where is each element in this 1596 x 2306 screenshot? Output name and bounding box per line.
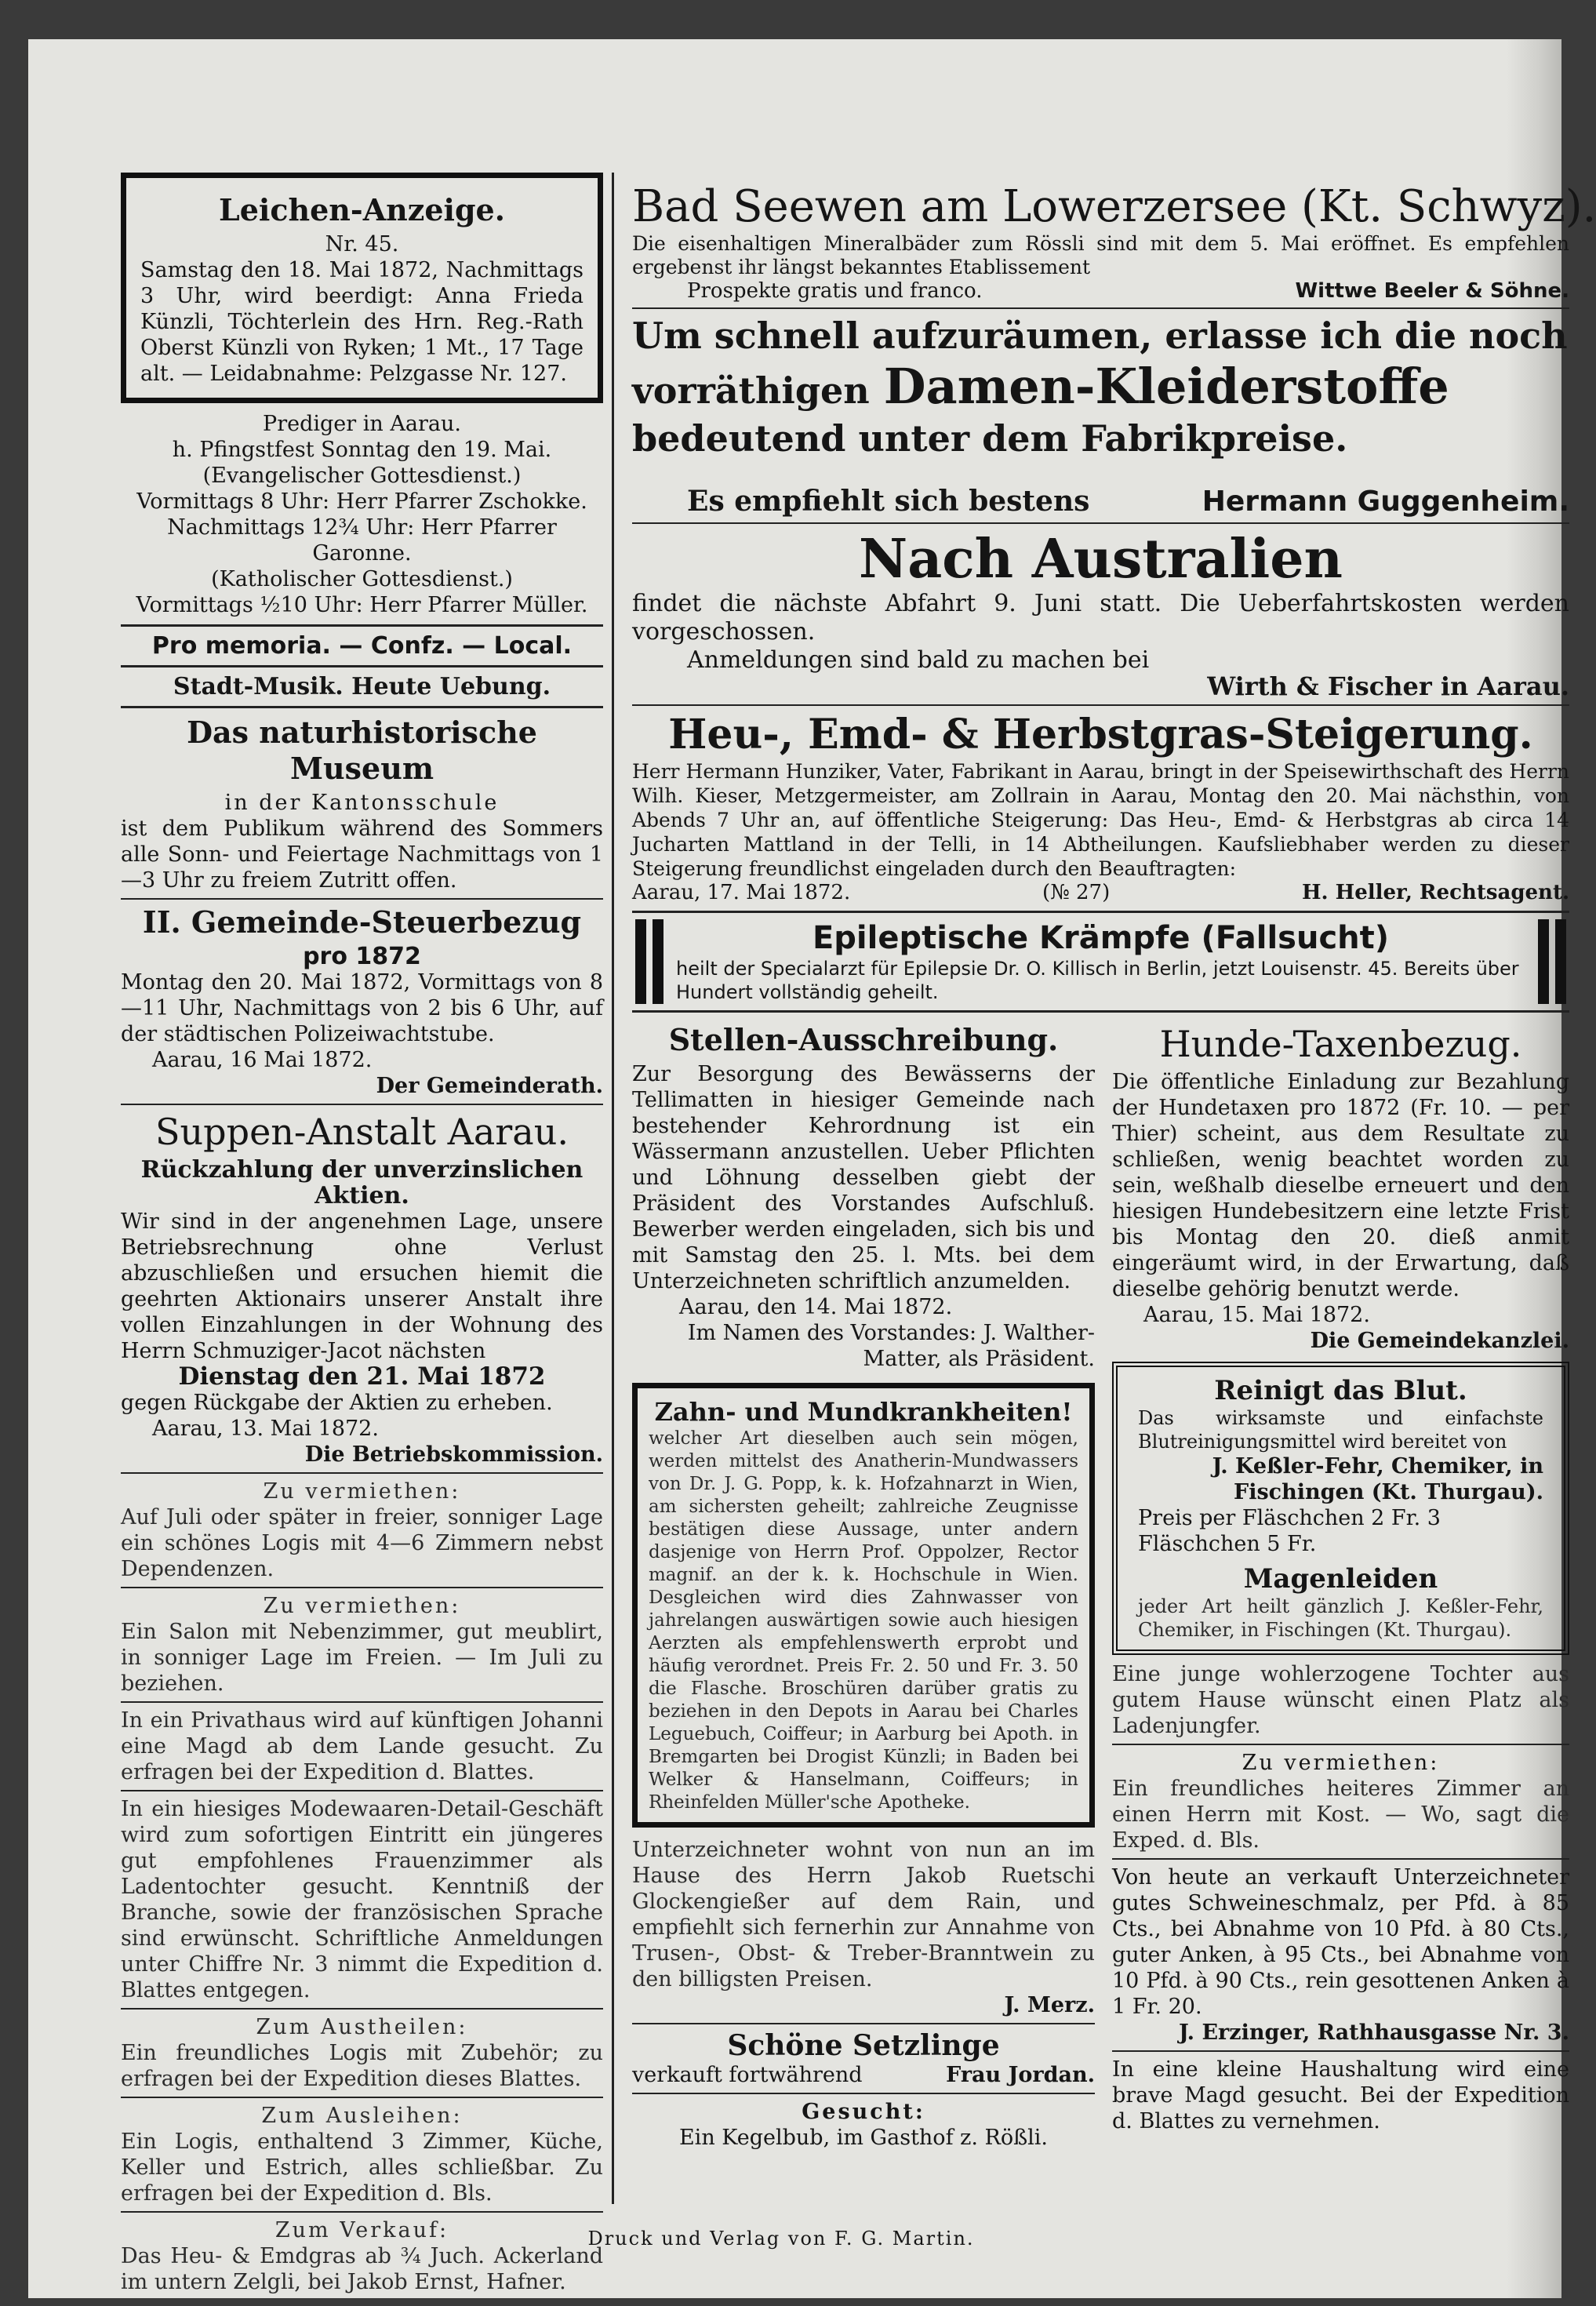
dog-tax-signature: Die Gemeindekanzlei. xyxy=(1310,1329,1569,1353)
sermon-line-5: (Katholischer Gottesdienst.) xyxy=(211,567,513,591)
stomach-body: jeder Art heilt gänzlich J. Keßler-Fehr, Chemiker, in Fischingen (Kt. Thurgau). xyxy=(1138,1595,1543,1641)
tax-signature: Der Gemeinderath. xyxy=(376,1074,603,1098)
stomach-title: Magenleiden xyxy=(1243,1563,1438,1595)
divider xyxy=(1112,2050,1569,2052)
museum-notice xyxy=(121,715,603,893)
divider xyxy=(632,2093,1095,2094)
ad-bar xyxy=(653,919,663,1004)
dog-tax-body: Die öffentliche Einladung zur Bezahlung der Hundetaxen pro 1872 (Fr. 10. — per Thier) scheint, aus dem Resultate zu schließen, wenig beachtet worden zu sein, weßhalb dieselbe erneuert und den hiesigen Hundebesitzern eine letzte Frist bis Montag den 20. dieß anmit eingeräumt wird, in der Erwartung, daß dieselbe gehörig benutzt werde. xyxy=(1112,1070,1569,1301)
job-place-date: Aarau, den 14. Mai 1872. xyxy=(679,1295,953,1319)
divider xyxy=(121,898,603,900)
left-column xyxy=(121,132,603,2294)
lard-signature: J. Erzinger, Rathhausgasse Nr. 3. xyxy=(1179,2020,1569,2045)
rent-2-title: Zu vermiethen: xyxy=(263,1594,461,1618)
dress-fabric-ad xyxy=(632,314,1569,518)
divider xyxy=(121,1790,603,1791)
epilepsy-title: Epileptische Krämpfe (Fallsucht) xyxy=(812,920,1390,956)
divider xyxy=(121,1472,603,1474)
wanted-body: Ein Kegelbub, im Gasthof z. Rößli. xyxy=(678,2126,1049,2150)
divider xyxy=(121,2008,603,2010)
column-divider xyxy=(612,173,614,2204)
dress-fabric-line-3: bedeutend unter dem Fabrikpreise. xyxy=(632,417,1348,460)
tax-year: pro 1872 xyxy=(303,943,421,970)
sermon-line-2: (Evangelischer Gottesdienst.) xyxy=(202,464,522,488)
australia-signature: Wirth & Fischer in Aarau. xyxy=(1207,671,1569,701)
pro-memoria: Pro memoria. — Confz. — Local. xyxy=(151,632,573,660)
seedlings-signature: Frau Jordan. xyxy=(946,2063,1095,2087)
lard-ad: Von heute an verkauft Unterzeichneter gutes Schweineschmalz, per Pfd. à 85 Cts., bei Abnahme von 10 Pfd. à 80 Cts., guter Anken, à 95 Cts., bei Abnahme von 10 Pfd. à 90 Cts., rein gesottenen Anken à 1 Fr. 20. xyxy=(1112,1865,1569,2019)
divider xyxy=(121,1587,603,1588)
blood-title: Reinigt das Blut. xyxy=(1214,1375,1467,1406)
bad-seewen-title: Bad Seewen am Lowerzersee (Kt. Schwyz). xyxy=(632,181,1596,232)
divider xyxy=(121,665,603,667)
soup-place-date: Aarau, 13. Mai 1872. xyxy=(152,1417,379,1441)
epilepsy-ad xyxy=(632,919,1569,1004)
sermon-line-3: Vormittags 8 Uhr: Herr Pfarrer Zschokke. xyxy=(136,489,587,514)
rent-3-title: Zum Austheilen: xyxy=(256,2015,468,2039)
dog-tax-place-date: Aarau, 15. Mai 1872. xyxy=(1143,1303,1370,1327)
wanted-title: Gesucht: xyxy=(802,2100,925,2124)
soup-title: Suppen-Anstalt Aarau. xyxy=(155,1111,569,1153)
apprentice-ad: Eine junge wohlerzogene Tochter aus gutem Hause wünscht einen Platz als Ladenjungfer. xyxy=(1112,1662,1569,1738)
ad-bar xyxy=(635,919,646,1004)
bad-seewen-signature: Wittwe Beeler & Söhne. xyxy=(1295,279,1569,303)
dental-body: welcher Art dieselben auch sein mögen, werden mittelst des Anatherin-Mundwassers von Dr. J. G. Popp, k. k. Hofzahnarzt in Wien, am sichersten geheilt; zahlreiche Zeugnisse bestätigen diese Aussage, unter andern dasjenige von Herrn Prof. Oppolzer, Rector magnif. an der k. k. Hochschule in Wien. Desgleichen wird dies Zahnwasser von jahrelangen auswärtigen sowie auch hiesigen Aerzten als empfehlenswerth erprobt und häufig verordnet. Preis Fr. 2. 50 und Fr. 3. 50 die Flasche. Broschüren darüber gratis zu beziehen in den Depots in Aarau bei Charles Leguebuch, Coiffeur; in Aarburg bei Apoth. in Bremgarten bei Drogist Künzli; in Baden bei Welker & Hanselmann, Coiffeurs; in Rheinfelden Müller'sche Apotheke. xyxy=(649,1428,1078,1813)
epilepsy-body: heilt der Specialarzt für Epilepsie Dr. O. Killisch in Berlin, jetzt Louisenstr. 45. Bereits über Hundert vollständig geheilt. xyxy=(676,958,1519,1003)
imprint: Druck und Verlag von F. G. Martin. xyxy=(587,2228,975,2250)
auction-signature: H. Heller, Rechtsagent. xyxy=(1301,881,1569,904)
dress-fabric-signature: Hermann Guggenheim. xyxy=(1202,486,1569,518)
sermon-line-4: Nachmittags 12¾ Uhr: Herr Pfarrer Garonne. xyxy=(167,515,557,566)
ad-bar xyxy=(1555,919,1566,1004)
maid-wanted: In eine kleine Haushaltung wird eine brave Magd gesucht. Bei der Expedition d. Blattes zu vernehmen. xyxy=(1112,2057,1569,2133)
job-signature: Im Namen des Vorstandes: J. Walther-Matter, als Präsident. xyxy=(687,1321,1095,1371)
bad-seewen-body: Die eisenhaltigen Mineralbäder zum Rössli sind mit dem 5. Mai eröffnet. Es empfehlen ergebenst ihr längst bekanntes Etablissement xyxy=(632,232,1569,278)
death-notice-body: Samstag den 18. Mai 1872, Nachmittags 3 Uhr, wird beerdigt: Anna Frieda Künzli, Töchterlein des Hrn. Reg.-Rath Oberst Künzli von Ryken; 1 Mt., 17 Tage alt. — Leidabnahme: Pelzgasse Nr. 127. xyxy=(140,258,584,386)
dress-fabric-line-1: Um schnell aufzuräumen, erlasse ich die noch xyxy=(632,315,1568,357)
sub-column-right xyxy=(1112,1019,1569,2151)
auction-body: Herr Hermann Hunziker, Vater, Fabrikant in Aarau, bringt in der Speisewirthschaft des Herrn Wilh. Kieser, Metzgermeister, am Zollrain in Aarau, Montag den 20. Mai nächsthin, von Abends 7 Uhr an, auf öffentliche Steigerung: Das Heu-, Emd- & Herbstgras ab circa 14 Jucharten Mattland in der Telli, in 14 Abtheilungen. Kaufsliebhaber werden zu dieser Steigerung freundlichst eingeladen durch den Beauftragten: xyxy=(632,760,1569,880)
divider xyxy=(632,704,1569,706)
blood-body: Das wirksamste und einfachste Blutreinigungsmittel wird bereitet von xyxy=(1138,1407,1543,1453)
ad-bar xyxy=(1538,919,1549,1004)
sermon-line-6: Vormittags ½10 Uhr: Herr Pfarrer Müller. xyxy=(136,593,588,617)
divider xyxy=(121,1104,603,1105)
divider xyxy=(632,2023,1095,2024)
bad-seewen-prospects: Prospekte gratis und franco. xyxy=(687,279,983,303)
merz-signature: J. Merz. xyxy=(1004,1993,1095,2017)
australia-ad xyxy=(632,529,1569,700)
lend-title: Zum Ausleihen: xyxy=(261,2104,463,2128)
divider xyxy=(632,911,1569,913)
soup-date: Dienstag den 21. Mai 1872 xyxy=(178,1362,546,1391)
divider xyxy=(121,2097,603,2098)
rent-room-title: Zu vermiethen: xyxy=(1242,1751,1440,1775)
maid-ad: In ein Privathaus wird auf künftigen Johanni eine Magd ab dem Lande gesucht. Zu erfragen bei der Expedition d. Blattes. xyxy=(121,1708,603,1784)
dog-tax-title: Hunde-Taxenbezug. xyxy=(1159,1023,1522,1065)
sermon-title: Prediger in Aarau. xyxy=(263,412,461,436)
australia-title: Nach Australien xyxy=(859,528,1343,591)
divider xyxy=(121,706,603,708)
shop-girl-ad: In ein hiesiges Modewaaren-Detail-Geschäft wird zum sofortigen Eintritt ein jüngeres gut empfohlenes Frauenzimmer als Ladentochter gesucht. Kenntniß der Branche, sowie der französischen Sprache sind erwünscht. Schriftliche Anmeldungen unter Chiffre Nr. 3 nimmt die Expedition d. Blattes entgegen. xyxy=(121,1797,603,2002)
death-notice-title: Leichen-Anzeige. xyxy=(219,192,505,227)
dress-fabric-recommend: Es empfiehlt sich bestens xyxy=(687,485,1090,518)
divider xyxy=(632,1010,1569,1013)
soup-body: Wir sind in der angenehmen Lage, unsere Betriebsrechnung ohne Verlust abzuschließen und ersuchen hiemit die geehrten Aktionairs unserer Anstalt ihre vollen Einzahlungen in der Wohnung des Herrn Schmuziger-Jacot nächsten xyxy=(121,1209,603,1363)
dress-fabric-line-2: vorräthigen xyxy=(632,369,870,412)
auction-place-date: Aarau, 17. Mai 1872. xyxy=(632,881,851,904)
sermon-line-1: h. Pfingstfest Sonntag den 19. Mai. xyxy=(172,438,552,462)
tax-place-date: Aarau, 16 Mai 1872. xyxy=(152,1048,373,1072)
divider xyxy=(1112,1858,1569,1860)
divider xyxy=(1112,1744,1569,1745)
divider xyxy=(121,2211,603,2213)
rent-room-body: Ein freundliches heiteres Zimmer an einen Herrn mit Kost. — Wo, sagt die Exped. d. Bls. xyxy=(1112,1777,1569,1853)
divider xyxy=(632,307,1569,309)
sub-column-left xyxy=(632,1019,1095,2151)
job-title: Stellen-Ausschreibung. xyxy=(668,1022,1059,1057)
museum-body: ist dem Publikum während des Sommers alle Sonn- und Feiertage Nachmittags von 1—3 Uhr zu freiem Zutritt offen. xyxy=(121,817,603,893)
auction-title: Heu-, Emd- & Herbstgras-Steigerung. xyxy=(668,711,1533,758)
sermon-notice xyxy=(121,411,603,618)
classifieds-left xyxy=(121,1479,603,2295)
tax-notice xyxy=(121,904,603,1099)
blood-price: Preis per Fläschchen 2 Fr. 3 Fläschchen 5 Fr. xyxy=(1138,1506,1441,1556)
job-body: Zur Besorgung des Bewässerns der Tellimatten in hiesiger Gemeinde nach bestehender Kehrordnung ist ein Wässermann anzustellen. Ueber Pflichten und Löhnung desselben giebt der Präsident des Vorstandes Aufschluß. Bewerber werden eingeladen, sich bis und mit Samstag den 25. l. Mts. bei dem Unterzeichneten schriftlich anzumelden. xyxy=(632,1062,1095,1293)
australia-body: findet die nächste Abfahrt 9. Juni statt. Die Ueberfahrtskosten werden vorgeschossen. xyxy=(632,590,1569,646)
divider xyxy=(121,1701,603,1703)
death-notice xyxy=(121,173,603,403)
death-notice-number: Nr. 45. xyxy=(325,232,399,256)
blood-remedy-ad xyxy=(1112,1362,1569,1655)
sale-body: Das Heu- & Emdgras ab ¾ Juch. Ackerland im untern Zelgli, bei Jakob Ernst, Hafner. xyxy=(121,2244,603,2294)
museum-title: Das naturhistorische Museum xyxy=(187,715,537,786)
dental-title: Zahn- und Mundkrankheiten! xyxy=(654,1397,1073,1427)
dental-ad xyxy=(632,1383,1095,1828)
seedlings-body: verkauft fortwährend xyxy=(632,2063,863,2087)
divider xyxy=(121,624,603,627)
bad-seewen-ad xyxy=(632,181,1596,303)
blood-maker: J. Keßler-Fehr, Chemiker, in Fischingen (Kt. Thurgau). xyxy=(1212,1454,1543,1504)
tax-title: II. Gemeinde-Steuerbezug xyxy=(142,904,582,940)
sale-title: Zum Verkauf: xyxy=(274,2218,449,2242)
soup-subtitle: Rückzahlung der unverzinslichen Aktien. xyxy=(140,1156,584,1209)
tax-body: Montag den 20. Mai 1872, Vormittags von 8—11 Uhr, Nachmittags von 2 bis 6 Uhr, auf der städtischen Polizeiwachtstube. xyxy=(121,970,603,1046)
merz-ad: Unterzeichneter wohnt von nun an im Hause des Herrn Jakob Ruetschi Glockengießer auf dem Rain, und empfiehlt sich fernerhin zur Annahme von Trusen-, Obst- & Treber-Branntwein zu den billigsten Preisen. xyxy=(632,1838,1095,1991)
newspaper-page xyxy=(28,39,1596,2298)
divider xyxy=(632,522,1569,524)
soup-signature: Die Betriebskommission. xyxy=(304,1442,603,1467)
auction-ad xyxy=(632,711,1569,904)
museum-subtitle: in der Kantonsschule xyxy=(224,791,500,815)
stadt-musik: Stadt-Musik. Heute Uebung. xyxy=(173,673,551,700)
lend-body: Ein Logis, enthaltend 3 Zimmer, Küche, Keller und Estrich, alles schließbar. Zu erfragen bei der Expedition d. Bls. xyxy=(121,2130,603,2206)
auction-number: (№ 27) xyxy=(1042,881,1111,904)
dress-fabric-product: Damen-Kleiderstoffe xyxy=(883,358,1449,415)
rent-3-body: Ein freundliches Logis mit Zubehör; zu erfragen bei der Expedition dieses Blattes. xyxy=(121,2041,603,2091)
soup-notice xyxy=(121,1110,603,1468)
australia-register: Anmeldungen sind bald zu machen bei xyxy=(687,646,1150,674)
soup-body-2: gegen Rückgabe der Aktien zu erheben. xyxy=(121,1391,553,1415)
seedlings-title: Schöne Setzlinge xyxy=(727,2029,1000,2062)
rent-1-body: Auf Juli oder später in freier, sonniger Lage ein schönes Logis mit 4—6 Zimmern nebst Dependenzen. xyxy=(121,1505,603,1581)
rent-2-body: Ein Salon mit Nebenzimmer, gut meublirt, in sonniger Lage im Freien. — Im Juli zu beziehen. xyxy=(121,1620,603,1696)
right-column xyxy=(632,132,1596,2202)
rent-1-title: Zu vermiethen: xyxy=(263,1479,461,1504)
